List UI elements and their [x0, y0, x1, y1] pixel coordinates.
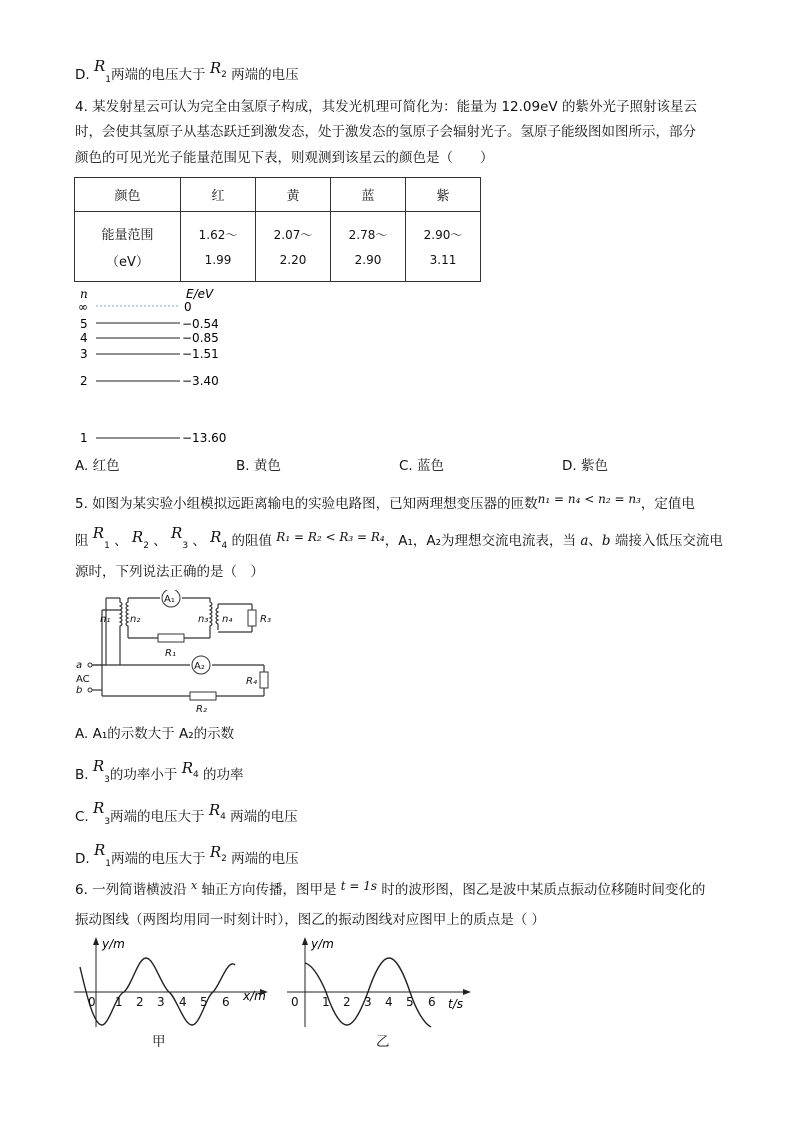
svg-text:R₄: R₄	[246, 676, 257, 687]
table-header-color: 颜色	[75, 178, 181, 212]
level-e-2: −3.40	[182, 374, 219, 388]
level-n-3: 3	[80, 347, 88, 361]
resistor-r3	[248, 610, 256, 626]
n-axis-label: n	[80, 287, 88, 301]
energy-axis-label: E/eV	[186, 287, 214, 301]
level-e-4: −0.85	[182, 331, 219, 345]
svg-text:2: 2	[343, 995, 351, 1009]
q4-line-1: 4. 某发射星云可认为完全由氢原子构成，其发光机理可简化为：能量为 12.09eV 的紫外光子照射该星云	[75, 99, 697, 115]
q4-line-2: 时，会使其氢原子从基态跃迁到激发态，处于激发态的氢原子会辐射光子。氢原子能级图如图所示，部分	[75, 124, 696, 140]
level-n-5: 5	[80, 317, 88, 331]
table-header-yellow: 黄	[256, 178, 331, 212]
svg-text:n₂: n₂	[130, 614, 141, 625]
svg-text:A₁: A₁	[164, 594, 175, 605]
svg-text:3: 3	[364, 995, 372, 1009]
q6-line-2: 振动图线（两图均用同一时刻计时），图乙的振动图线对应图甲上的质点是（ ）	[75, 912, 546, 928]
svg-text:1: 1	[322, 995, 330, 1009]
caption-yi: 乙	[376, 1034, 390, 1050]
svg-text:a: a	[76, 660, 83, 671]
transmission-circuit	[72, 590, 282, 712]
table-header-red: 红	[181, 178, 256, 212]
q5-line-1: 5. 如图为某实验小组模拟远距离输电的实验电路图，已知两理想变压器的匝数n₁ = n₄ < n₂ = n₃，定值电	[75, 492, 695, 512]
resistor-r1	[158, 634, 184, 642]
q4-option-a: A. 红色	[75, 458, 120, 474]
level-n-inf: ∞	[78, 300, 88, 314]
energy-level-diagram	[70, 283, 250, 448]
svg-text:R₂: R₂	[196, 704, 207, 712]
svg-text:n₄: n₄	[222, 614, 233, 625]
q5-line-2: 阻 $R_1$ 、 $R_2$ 、 $R_3$ 、 $R_4$ 的阻值 R₁ = R₂ < R₃ = R₄，A₁，A₂为理想交流电流表，当 a、b 端接入低压交流电	[75, 524, 723, 551]
caption-jia: 甲	[152, 1034, 166, 1050]
svg-text:R₃: R₃	[260, 614, 271, 625]
level-e-3: −1.51	[182, 347, 219, 361]
jia-x-label: x/m	[243, 989, 266, 1003]
level-e-5: −0.54	[182, 317, 219, 331]
q3-option-d: D. $R_1$两端的电压大于 $R^2$ 两端的电压	[75, 57, 299, 85]
wave-graph-jia	[72, 935, 272, 1055]
q6-line-1: 6. 一列简谐横波沿 $^x$ 轴正方向传播，图甲是 t = 1s 时的波形图，图乙是波中某质点振动位移随时间变化的	[75, 879, 706, 898]
svg-text:6: 6	[222, 995, 230, 1009]
svg-text:A₂: A₂	[194, 661, 205, 672]
svg-text:4: 4	[179, 995, 187, 1009]
svg-text:R₁: R₁	[165, 648, 176, 659]
level-n-2: 2	[80, 374, 88, 388]
svg-text:AC: AC	[76, 674, 90, 685]
yi-x-label: t/s	[448, 997, 463, 1011]
svg-text:6: 6	[428, 995, 436, 1009]
svg-text:0: 0	[291, 995, 299, 1009]
svg-text:3: 3	[157, 995, 165, 1009]
q4-line-3: 颜色的可见光光子能量范围见下表，则观测到该星云的颜色是（ ）	[75, 150, 494, 166]
yi-y-label: y/m	[311, 937, 334, 951]
table-header-blue: 蓝	[331, 178, 406, 212]
q4-option-d: D. 紫色	[562, 458, 608, 474]
table-cell-red: 1.62～ 1.99	[181, 212, 256, 282]
level-n-1: 1	[80, 431, 88, 445]
q4-option-c: C. 蓝色	[399, 458, 445, 474]
q5-line-3: 源时，下列说法正确的是（ ）	[75, 564, 264, 580]
jia-y-label: y/m	[102, 937, 125, 951]
q5-option-b: B. $R_3$的功率小于 $R^4$ 的功率	[75, 757, 244, 785]
svg-text:5: 5	[200, 995, 208, 1009]
svg-text:4: 4	[385, 995, 393, 1009]
svg-text:2: 2	[136, 995, 144, 1009]
table-row-label: 能量范围 （eV）	[75, 212, 181, 282]
level-e-1: −13.60	[182, 431, 227, 445]
color-energy-table	[74, 177, 481, 282]
level-n-4: 4	[80, 331, 88, 345]
table-cell-blue: 2.78～ 2.90	[331, 212, 406, 282]
table-cell-yellow: 2.07～ 2.20	[256, 212, 331, 282]
svg-text:b: b	[76, 685, 83, 696]
q4-option-b: B. 黄色	[236, 458, 281, 474]
q5-option-a: A. A₁的示数大于 A₂的示数	[75, 726, 235, 742]
level-e-inf: 0	[184, 300, 192, 314]
resistor-r4	[260, 672, 268, 688]
resistor-r2	[190, 692, 216, 700]
table-cell-purple: 2.90～ 3.11	[406, 212, 481, 282]
q5-option-c: C. $R_3$两端的电压大于 $R^4$ 两端的电压	[75, 799, 298, 827]
table-header-purple: 紫	[406, 178, 481, 212]
svg-text:0: 0	[88, 995, 96, 1009]
svg-text:n₃: n₃	[198, 614, 209, 625]
svg-text:5: 5	[406, 995, 414, 1009]
svg-text:n₁: n₁	[100, 614, 111, 625]
svg-text:1: 1	[115, 995, 123, 1009]
q5-option-d: D. $R_1$两端的电压大于 $R^2$ 两端的电压	[75, 841, 299, 869]
